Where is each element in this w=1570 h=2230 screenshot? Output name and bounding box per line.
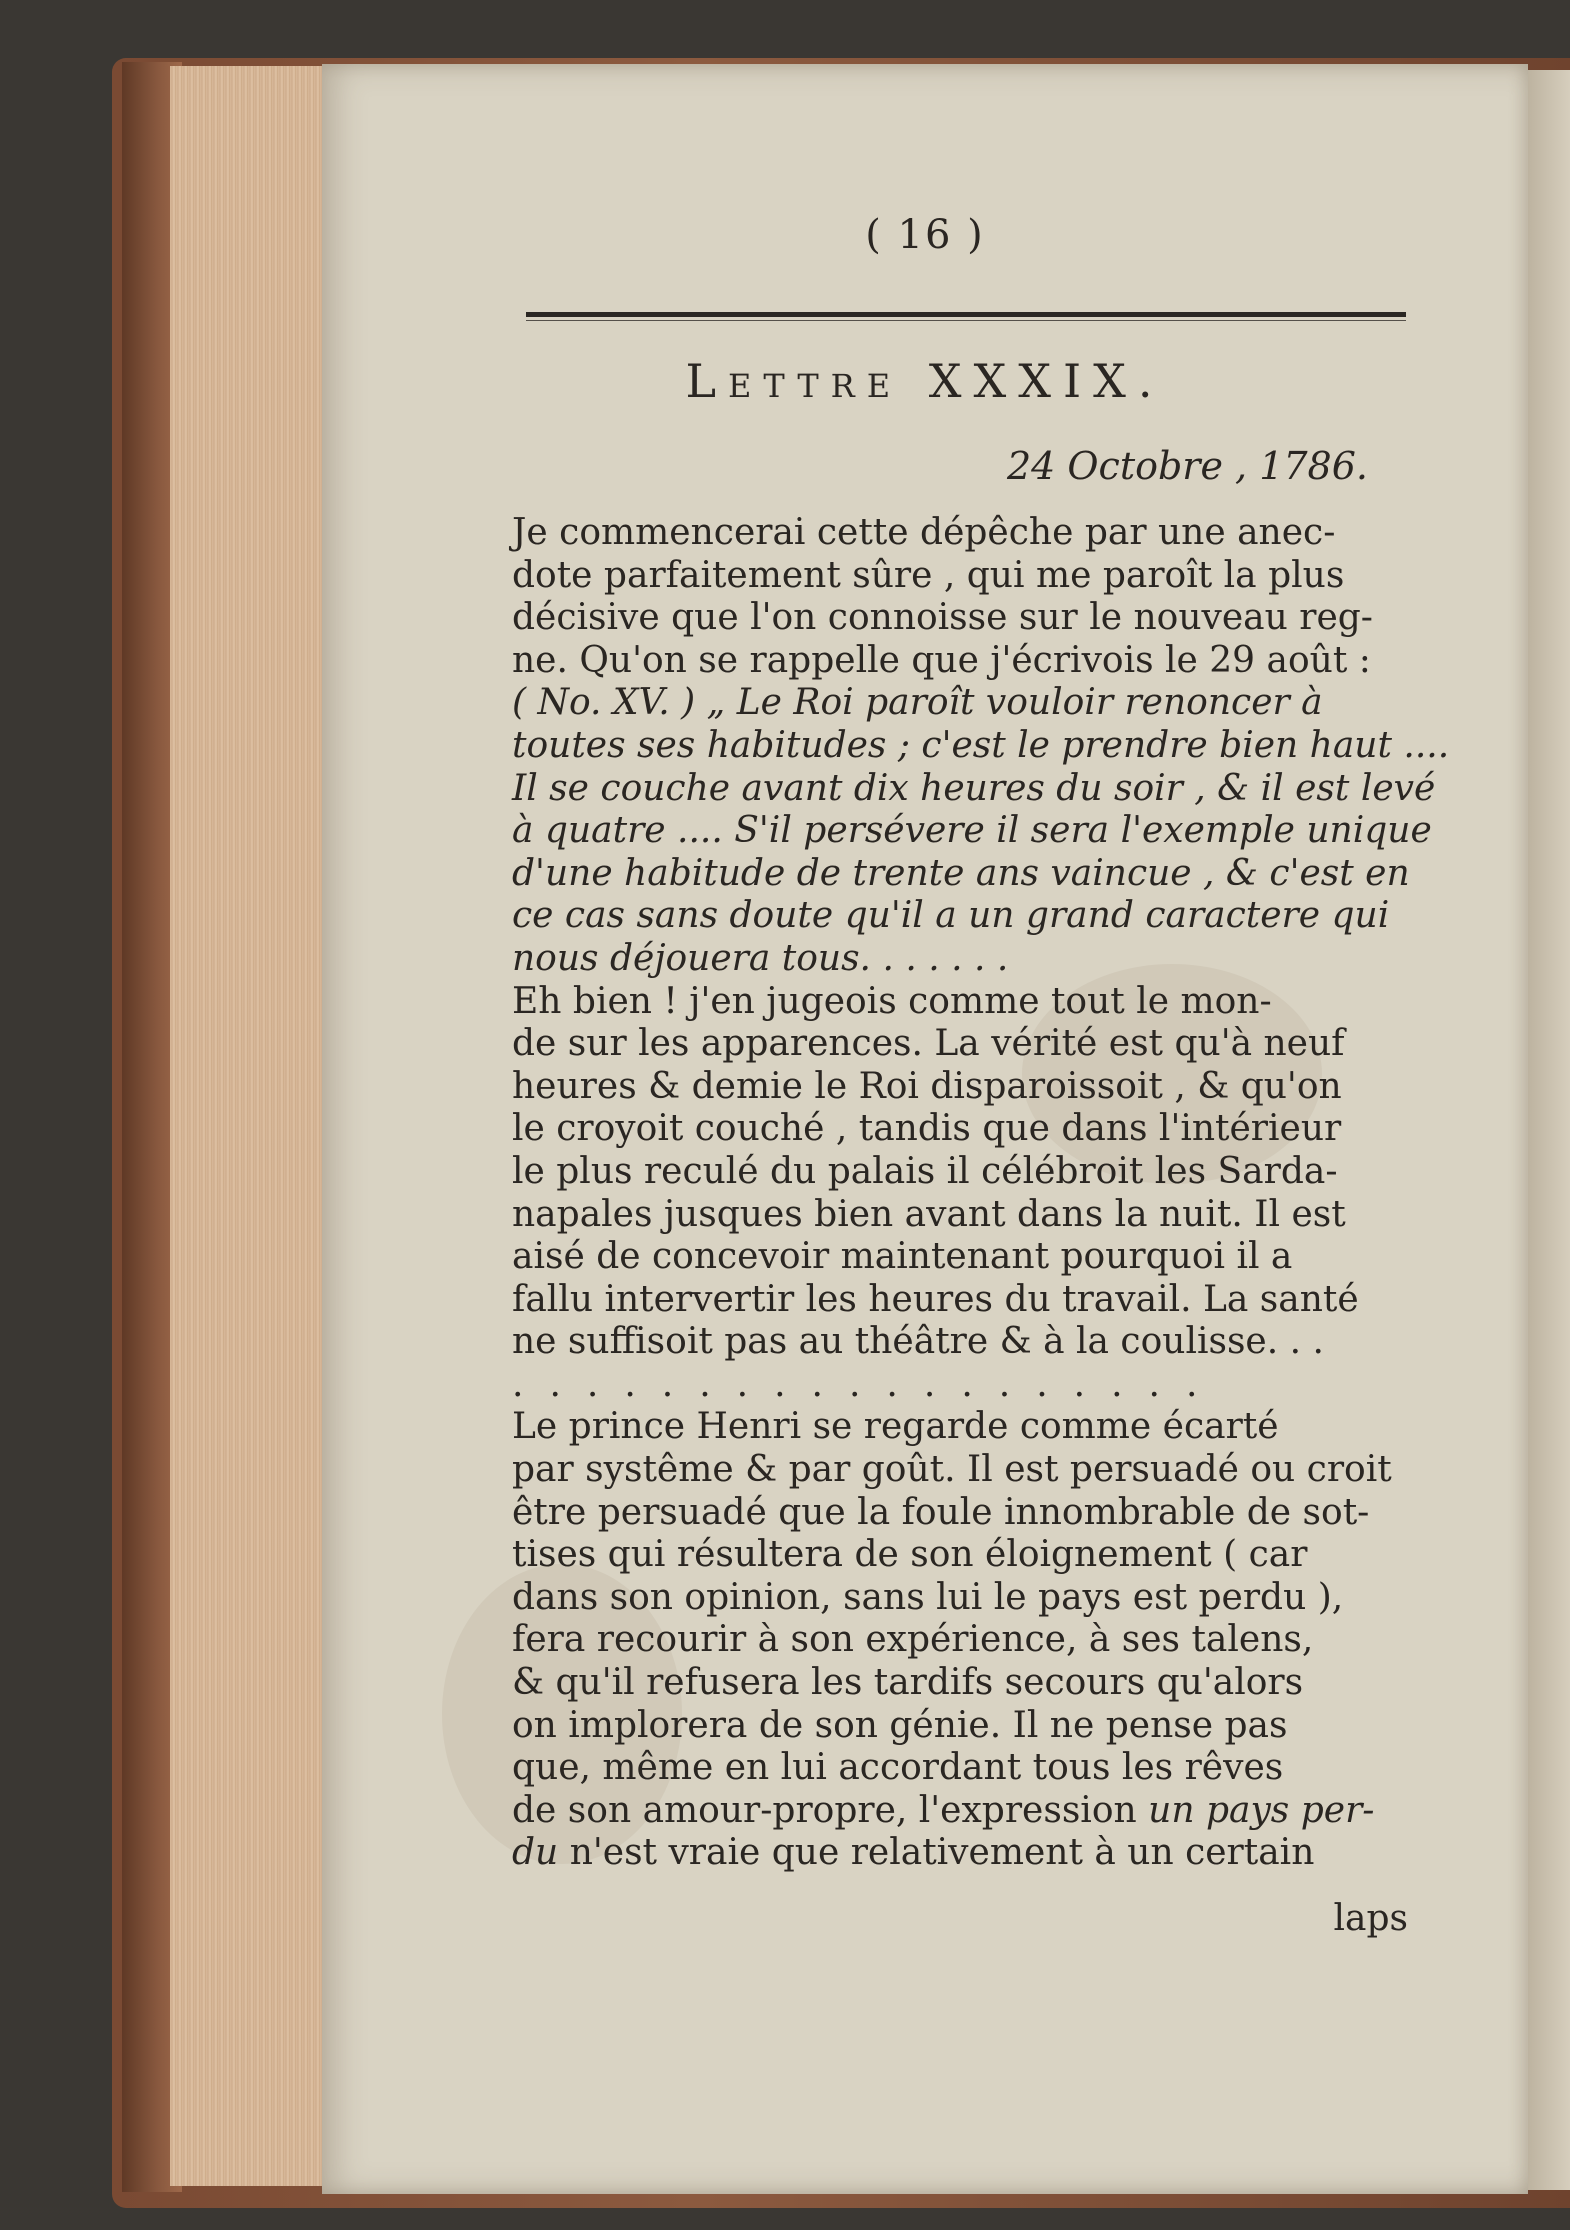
text-line: par systême & par goût. Il est persuadé ou croit xyxy=(512,1449,1392,1491)
text-line: être persuadé que la foule innombrable de sot- xyxy=(512,1491,1370,1533)
letter-body xyxy=(512,512,1450,1875)
text-line xyxy=(512,1790,1412,1833)
text-line: fallu intervertir les heures du travail. La santé xyxy=(512,1278,1359,1320)
header-rule xyxy=(526,312,1406,317)
text-line: & qu'il refusera les tardifs secours qu'alors xyxy=(512,1662,1304,1704)
text-line: dote parfaitement sûre , qui me paroît la plus xyxy=(512,554,1345,596)
text-line: aisé de concevoir maintenant pourquoi il a xyxy=(512,1236,1293,1278)
text-line: ne. Qu'on se rappelle que j'écrivois le 29 août : xyxy=(512,639,1371,681)
letter-heading: Lettre XXXIX. xyxy=(685,354,1165,408)
text-line: décisive que l'on connoisse sur le nouveau reg- xyxy=(512,597,1373,639)
text-line: tises qui résultera de son éloignement ( car xyxy=(512,1534,1308,1576)
text-line: le croyoit couché , tandis que dans l'intérieur xyxy=(512,1108,1342,1150)
facing-page-edge xyxy=(1528,70,1570,2190)
text-line: d'une habitude de trente ans vaincue , & c'est en xyxy=(512,852,1410,894)
text-segment: de son amour-propre, l'expression xyxy=(512,1789,1137,1831)
italic-phrase: un pays per- xyxy=(1148,1789,1375,1831)
italic-phrase: du xyxy=(512,1832,559,1874)
text-line: ( No. XV. ) „ Le Roi paroît vouloir renoncer à xyxy=(512,682,1323,724)
page-number: ( 16 ) xyxy=(865,212,985,258)
text-line: que, même en lui accordant tous les rêves xyxy=(512,1747,1284,1789)
ellipsis-row: ................... xyxy=(512,1363,1224,1405)
text-line: Le prince Henri se regarde comme écarté xyxy=(512,1406,1279,1448)
text-line: on implorera de son génie. Il ne pense pas xyxy=(512,1704,1288,1746)
quoted-passage xyxy=(512,682,1450,980)
text-line: dans son opinion, sans lui le pays est perdu ), xyxy=(512,1576,1344,1618)
page-edges xyxy=(170,66,330,2186)
text-line: Je commencerai cette dépêche par une anec- xyxy=(512,512,1336,553)
text-line: Eh bien ! j'en jugeois comme tout le mon- xyxy=(512,980,1272,1022)
text-line: ce cas sans doute qu'il a un grand caractere qui xyxy=(512,895,1390,937)
catchword: laps xyxy=(1333,1898,1408,1939)
letter-date: 24 Octobre , 1786. xyxy=(1006,444,1368,488)
text-line xyxy=(512,1832,1412,1875)
text-line: nous déjouera tous. . . . . . . xyxy=(512,937,1009,979)
text-line: ne suffisoit pas au théâtre & à la coulisse. . . xyxy=(512,1321,1324,1363)
text-line: heures & demie le Roi disparoissoit , & qu'on xyxy=(512,1065,1342,1107)
paragraph-1 xyxy=(512,512,1412,682)
text-line: Il se couche avant dix heures du soir , & il est levé xyxy=(512,767,1436,809)
paragraph-2 xyxy=(512,981,1412,1364)
paragraph-3 xyxy=(512,1406,1412,1875)
text-line: à quatre .... S'il persévere il sera l'exemple unique xyxy=(512,810,1432,852)
printed-page xyxy=(322,64,1528,2194)
text-line: le plus reculé du palais il célébroit les Sarda- xyxy=(512,1150,1338,1192)
text-line: toutes ses habitudes ; c'est le prendre bien haut .... xyxy=(512,724,1450,766)
text-line: fera recourir à son expérience, à ses talens, xyxy=(512,1619,1314,1661)
text-segment: n'est vraie que relativement à un certain xyxy=(569,1832,1315,1874)
text-line: de sur les apparences. La vérité est qu'à neuf xyxy=(512,1023,1345,1065)
text-line: napales jusques bien avant dans la nuit. Il est xyxy=(512,1193,1346,1235)
